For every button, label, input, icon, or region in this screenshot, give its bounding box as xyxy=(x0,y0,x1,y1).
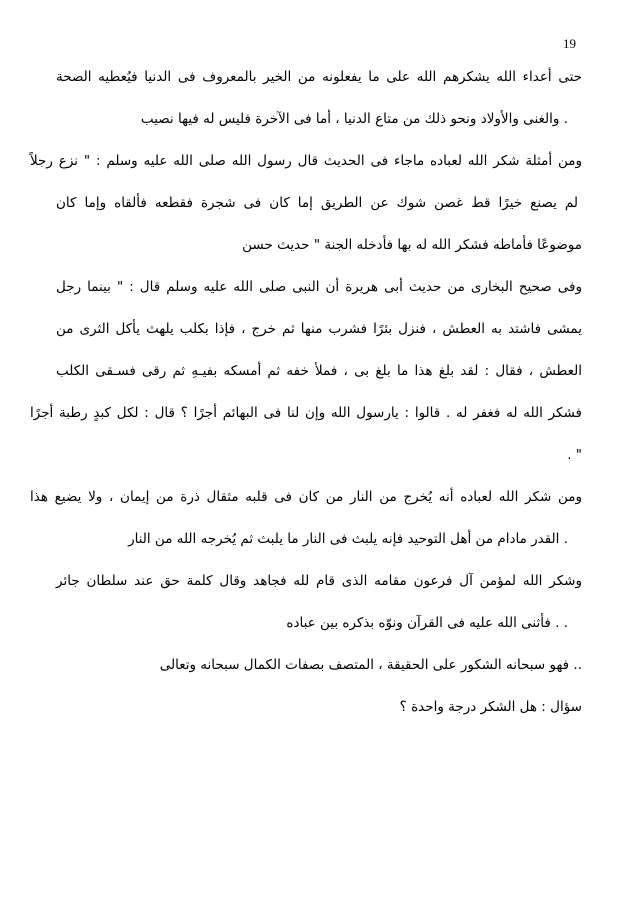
page-number: 19 xyxy=(563,36,576,51)
text-line: وشكر الله لمؤمن آل فرعون مقامه الذى قام لله فجاهد وقال كلمة حق عند سلطان جائر xyxy=(56,573,582,589)
text-line: ومن أمثلة شكر الله لعباده ماجاء فى الحديث قال رسول الله صلى الله عليه وسلم : " نزع رجلاً xyxy=(30,153,582,169)
text-line: فشكر الله له فغفر له . قالوا : يارسول الله وإن لنا فى البهائم أجرًا ؟ قال : لكل كبدٍ رطبة أجرًا xyxy=(30,405,582,421)
text-line: وفى صحيح البخارى من حديث أبى هريرة أن النبى صلى الله عليه وسلم قال : " بينما رجل xyxy=(56,279,582,295)
text-line: لم يصنع خيرًا قط غصن شوك عن الطريق إما كان فى شجرة فقطعه فألقاه وإما كان xyxy=(56,195,578,211)
document-body xyxy=(30,56,582,728)
text-line: العطش ، فقال : لقد بلغ هذا ما بلغ بى ، فملأ خفه ثم أمسكه بفيـهِ ثم رقى فسـقى الكلب xyxy=(56,363,582,379)
text-line: ومن شكر الله لعباده أنه يُخرج من النار من كان فى قلبه مثقال ذرة من إيمان ، ولا يضيع هذا xyxy=(30,489,582,505)
text-line: موضوعًا فأماطه فشكر الله له بها فأدخله الجنة " حديث حسن xyxy=(242,237,582,253)
text-line: حتى أعداء الله يشكرهم الله على ما يفعلونه من الخير بالمعروف فى الدنيا فيُعطيه الصحة xyxy=(56,69,582,85)
text-line: " . xyxy=(567,447,582,463)
text-line: . والغنى والأولاد ونحو ذلك من متاع الدنيا ، أما فى الآخرة فليس له فيها نصيب xyxy=(140,111,568,127)
text-line: . . فأثنى الله عليه فى القرآن ونوّه بذكره بين عباده xyxy=(286,615,568,631)
text-line: يمشى فاشتد به العطش ، فنزل بئرًا فشرب منها ثم خرج ، فإذا بكلب يلهث يأكل الثرى من xyxy=(56,321,582,337)
text-line: سؤال : هل الشكر درجة واحدة ؟ xyxy=(399,699,582,715)
text-line: . القدر مادام من أهل التوحيد فإنه يلبث فى النار ما يلبث ثم يُخرجه الله من النار xyxy=(128,531,568,547)
text-line: .. فهو سبحانه الشكور على الحقيقة ، المتصف بصفات الكمال سبحانه وتعالى xyxy=(159,657,582,673)
